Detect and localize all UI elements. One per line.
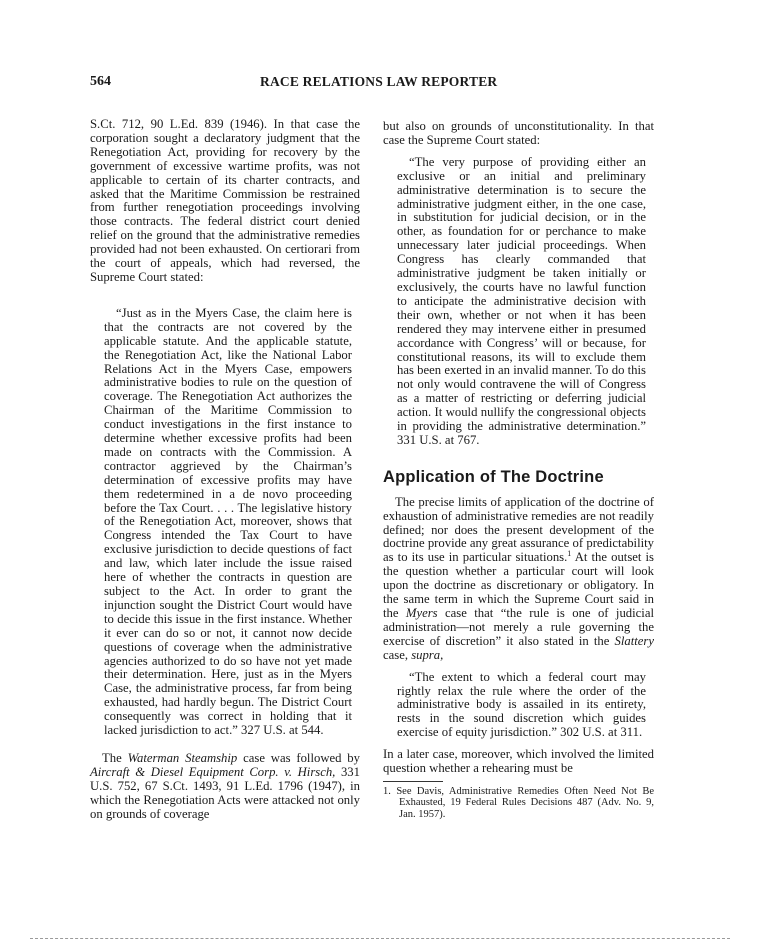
- slattery-quote: “The extent to which a federal court may rightly relax the rule where the order of the administrative body is assailed in its entirety, rests in the sound discretion which guides exercise of equity jurisdiction.” 302 U.S. at 311.: [397, 669, 646, 740]
- left-column: [90, 118, 360, 822]
- page-number: 564: [90, 74, 111, 89]
- precise-text-3: case that “the rule is one of judicial administration—not merely a rule governing the exercise of discretion” it also stated in the: [383, 606, 654, 648]
- precise-limits-paragraph: [383, 496, 654, 663]
- case-name-slattery: Slattery: [614, 633, 654, 648]
- followed-text-3: 331 U.S. 752, 67 S.Ct. 1493, 91 L.Ed. 1796 (1947), in which the Renegotiation Acts were attacked not only on grounds of coverage: [90, 764, 360, 821]
- later-case-paragraph: In a later case, moreover, which involved the limited question whether a rehearing must be: [383, 747, 654, 776]
- section-heading: Application of The Doctrine: [383, 467, 604, 486]
- case-name-myers: Myers: [405, 606, 438, 620]
- running-title: RACE RELATIONS LAW REPORTER: [260, 74, 498, 89]
- precise-text-2: At the outset is the question whether a particular court will look upon the doctrine as discretionary or obligatory. In the same term in which the Supreme Court said in the: [383, 550, 654, 620]
- precise-text-4: case,: [383, 647, 412, 662]
- intro-paragraph: S.Ct. 712, 90 L.Ed. 839 (1946). In that case the corporation sought a declaratory judgment that the Renegotiation Act, providing for recovery by the government of excessive wartime profits, was not applicable to certain of its charter contracts, and asked that the Maritime Commission be restrained from further renegotiation proceedings involving those contracts. The federal district court denied relief on the ground that the administrative remedies provided had not been exhausted. On certiorari from the court of appeals, which had reversed, the Supreme Court stated:: [90, 117, 360, 284]
- followed-text-1: The: [102, 750, 128, 765]
- precise-text-1: The precise limits of application of the doctrine of exhaustion of administrative remedies are not readily defined; nor does the present development of the doctrine provide any great assurance of predictability as to its use in particular situations.: [383, 494, 654, 565]
- continuation-paragraph: but also on grounds of unconstitutionality. In that case the Supreme Court stated:: [383, 119, 654, 147]
- footnote-1: 1. See Davis, Administrative Remedies Often Need Not Be Exhausted, 19 Federal Rules Decisions 487 (Adv. No. 9, Jan. 1957).: [383, 785, 654, 820]
- followed-text-2: case was followed by: [237, 750, 360, 765]
- supra: supra,: [411, 647, 444, 662]
- page-header: [90, 74, 684, 92]
- case-name-waterman: Waterman Steamship: [127, 750, 238, 765]
- page-bottom-edge: [30, 938, 730, 939]
- aircraft-quote: “The very purpose of providing either an exclusive or an initial and preliminary administrative determination is to secure the administrative judgment either, in the one case, in substitution for judicial decision, or in the other, as foundation for or perchance to make unnecessary later judicial proceedings. When Congress has clearly commanded that administrative judgment be taken initially or exclusively, the courts have no lawful function to anticipate the administrative decision with their own, whether or not when it has been rendered they may intervene either in presumed accordance with Congress’ will or because, for constitutional reasons, its will to exclude them has been exerted in an invalid manner. To do this not only would contravene the will of Congress as a matter of restricting or deferring judicial action. It would nullify the congressional objects in providing the administrative determination.” 331 U.S. at 767.: [397, 154, 646, 447]
- case-name-aircraft: Aircraft & Diesel Equipment Corp. v. Hirsch,: [90, 764, 336, 779]
- footnote-marker: 1: [567, 549, 572, 559]
- footnote-divider: [383, 781, 443, 782]
- right-column: [383, 120, 654, 820]
- waterman-quote: “Just as in the Myers Case, the claim here is that the contracts are not covered by the applicable statute. And the applicable statute, the Renegotiation Act, like the National Labor Relations Act in the Myers Case, empowers administrative bodies to rule on the question of coverage. The Renegotiation Act authorizes the Chairman of the Maritime Commission to conduct investigations in the first instance to determine whether excessive profits had been made on contracts with the Commission. A contractor aggrieved by the Chairman’s determination of excessive profits may have them redetermined in a de novo proceeding before the Tax Court. . . . The legislative history of the Renegotiation Act, moreover, shows that Congress intended the Tax Court to have exclusive jurisdiction to decide questions of fact and law, which later include the issue raised here of whether the contracts in question are subject to the Act. In order to grant the injunction sought the District Court would have to decide this issue in the first instance. Whether it ever can do so or not, it cannot now decide questions of coverage when the administrative agencies authorized to do so have not yet made their determination. Here, just as in the Myers Case, the administrative process, far from being exhausted, had hardly begun. The District Court consequently was correct in holding that it lacked jurisdiction to act.” 327 U.S. at 544.: [104, 305, 352, 738]
- followed-paragraph: [90, 752, 360, 822]
